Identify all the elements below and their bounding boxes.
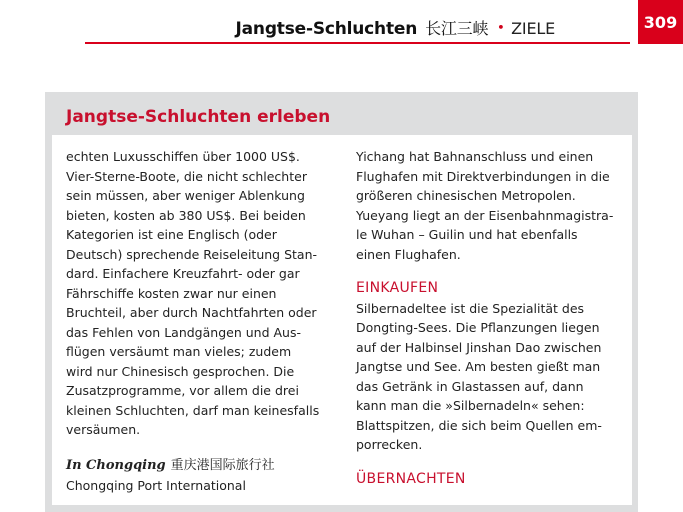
text-line: Vier-Sterne-Boote, die nicht schlechter	[66, 168, 307, 184]
text-line: das Getränk in Glastassen auf, dann	[356, 378, 584, 394]
paragraph-gap	[356, 264, 626, 279]
place-name: In Chongqing	[66, 457, 166, 473]
text-line: auf der Halbinsel Jinshan Dao zwischen	[356, 339, 602, 355]
text-line: kann man die »Silbernadeln« sehen:	[356, 398, 585, 413]
text-line: größeren chinesischen Metropolen.	[356, 188, 576, 203]
text-line: Bruchteil, aber durch Nachtfahrten oder	[66, 305, 317, 320]
uebernachten-heading: ÜBERNACHTEN	[356, 470, 466, 487]
header-separator: •	[497, 21, 505, 34]
header-title: Jangtse-Schluchten	[235, 19, 418, 39]
paragraph-gap	[356, 455, 626, 470]
text-line: Yueyang liegt an der Eisenbahnmagistra-	[356, 207, 614, 223]
text-line: le Wuhan – Guilin und hat ebenfalls	[356, 227, 578, 242]
text-line: flügen versäumt man vieles; zudem	[66, 344, 292, 359]
page-number: 309	[638, 0, 683, 44]
text-line: Dongting-Sees. Die Pflanzungen liegen	[356, 320, 600, 335]
text-line: sein müssen, aber weniger Ablenkung	[66, 188, 305, 203]
right-column	[356, 147, 626, 489]
text-line: das Fehlen von Landgängen und Aus-	[66, 324, 301, 340]
place-name-chinese: 重庆港国际旅行社	[170, 457, 275, 473]
text-line: wird nur Chinesisch gesprochen. Die	[66, 363, 295, 379]
text-line: Zusatzprogramme, vor allem die drei	[66, 383, 299, 398]
panel-title: Jangtse-Schluchten erleben	[66, 107, 331, 127]
einkaufen-heading: EINKAUFEN	[356, 280, 439, 296]
text-line: Kategorien ist eine Englisch (oder	[66, 227, 277, 242]
paragraph-gap	[66, 440, 346, 455]
text-line: Deutsch) sprechende Reiseleitung Stan-	[66, 246, 318, 262]
text-line: einen Flughafen.	[356, 246, 461, 262]
text-line: Blattspitzen, die sich beim Quellen em-	[356, 417, 602, 433]
text-line: porrecken.	[356, 437, 423, 452]
text-line: Fährschiffe kosten zwar nur einen	[66, 285, 277, 301]
header-rule	[85, 42, 630, 44]
place-detail: Chongqing Port International	[66, 477, 246, 493]
text-line: versäumen.	[66, 422, 141, 437]
text-line: echten Luxusschiffen über 1000 US$.	[66, 149, 300, 164]
running-header	[236, 16, 555, 39]
left-column	[66, 147, 346, 495]
text-line: dard. Einfachere Kreuzfahrt- oder gar	[66, 266, 300, 281]
text-line: Silbernadeltee ist die Spezialität des	[356, 300, 585, 316]
text-line: kleinen Schluchten, darf man keinesfalls	[66, 402, 320, 418]
header-section: ZIELE	[511, 19, 555, 38]
place-heading	[66, 456, 346, 476]
text-line: Jangtse und See. Am besten gießt man	[356, 359, 601, 374]
text-line: bieten, kosten ab 380 US$. Bei beiden	[66, 207, 306, 223]
header-title-chinese: 长江三峡	[425, 19, 489, 38]
text-line: Yichang hat Bahnanschluss und einen	[356, 149, 594, 164]
text-line: Flughafen mit Direktverbindungen in die	[356, 168, 610, 184]
